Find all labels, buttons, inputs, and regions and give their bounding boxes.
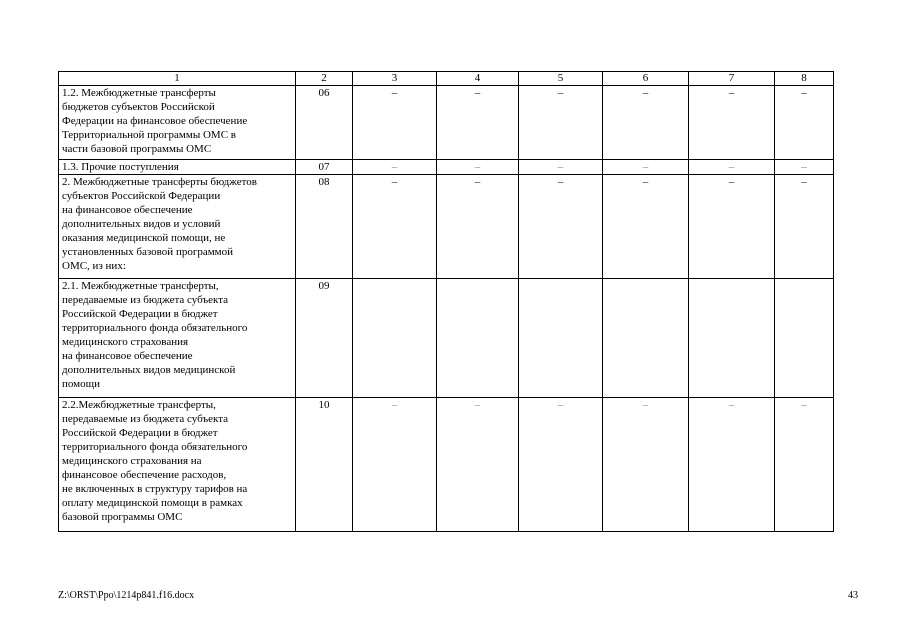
row-value-cell [437, 279, 519, 398]
column-header: 4 [437, 72, 519, 86]
row-value-cell [689, 279, 775, 398]
row-value-cell [775, 279, 834, 398]
footer-page-number: 43 [848, 590, 858, 601]
row-code: 10 [296, 398, 353, 532]
row-value-cell: – [519, 86, 603, 160]
row-value-cell: – [775, 160, 834, 175]
table-row [59, 86, 834, 160]
column-header: 7 [689, 72, 775, 86]
column-header: 8 [775, 72, 834, 86]
row-value-cell [603, 279, 689, 398]
row-value-cell: – [353, 160, 437, 175]
row-indicator-name: 2.2.Межбюджетные трансферты, передаваемые из бюджета субъекта Российской Федерации в бюджет территориального фонда обязательного медицинского страхования на финансовое обеспечение расходов, не включенных в структуру тарифов на оплату медицинской помощи в рамках базовой программы ОМС [59, 398, 296, 532]
table-row [59, 160, 834, 175]
row-value-cell: – [437, 175, 519, 279]
column-header: 3 [353, 72, 437, 86]
row-value-cell [519, 279, 603, 398]
budget-transfers-table [58, 71, 834, 532]
table-row [59, 279, 834, 398]
row-value-cell: – [353, 175, 437, 279]
row-code: 06 [296, 86, 353, 160]
row-value-cell: – [689, 175, 775, 279]
row-value-cell: – [353, 86, 437, 160]
row-value-cell: – [353, 398, 437, 532]
row-indicator-name: 2.1. Межбюджетные трансферты, передаваемые из бюджета субъекта Российской Федерации в бюджет территориального фонда обязательного медицинского страхования на финансовое обеспечение дополнительных видов медицинской помощи [59, 279, 296, 398]
column-header: 5 [519, 72, 603, 86]
column-header: 2 [296, 72, 353, 86]
row-value-cell: – [437, 86, 519, 160]
row-value-cell: – [603, 86, 689, 160]
row-value-cell: – [437, 398, 519, 532]
row-code: 09 [296, 279, 353, 398]
table-row [59, 398, 834, 532]
row-value-cell: – [775, 86, 834, 160]
table-row [59, 175, 834, 279]
row-value-cell: – [689, 398, 775, 532]
row-indicator-name: 1.2. Межбюджетные трансферты бюджетов субъектов Российской Федерации на финансовое обеспечение Территориальной программы ОМС в части базовой программы ОМС [59, 86, 296, 160]
row-value-cell: – [519, 175, 603, 279]
row-indicator-name: 1.3. Прочие поступления [59, 160, 296, 175]
row-value-cell: – [603, 175, 689, 279]
row-indicator-name: 2. Межбюджетные трансферты бюджетов субъектов Российской Федерации на финансовое обеспечение дополнительных видов и условий оказания медицинской помощи, не установленных базовой программой ОМС, из них: [59, 175, 296, 279]
row-value-cell: – [689, 86, 775, 160]
row-code: 08 [296, 175, 353, 279]
row-value-cell: – [775, 175, 834, 279]
footer-file-path: Z:\ORST\Ppo\1214p841.f16.docx [58, 590, 195, 601]
column-header: 1 [59, 72, 296, 86]
table-header-row [59, 72, 834, 86]
row-value-cell: – [603, 398, 689, 532]
row-value-cell: – [519, 398, 603, 532]
row-value-cell: – [775, 398, 834, 532]
row-value-cell: – [437, 160, 519, 175]
row-value-cell: – [519, 160, 603, 175]
table-body [59, 86, 834, 532]
row-value-cell [353, 279, 437, 398]
row-value-cell: – [689, 160, 775, 175]
row-code: 07 [296, 160, 353, 175]
row-value-cell: – [603, 160, 689, 175]
column-header: 6 [603, 72, 689, 86]
